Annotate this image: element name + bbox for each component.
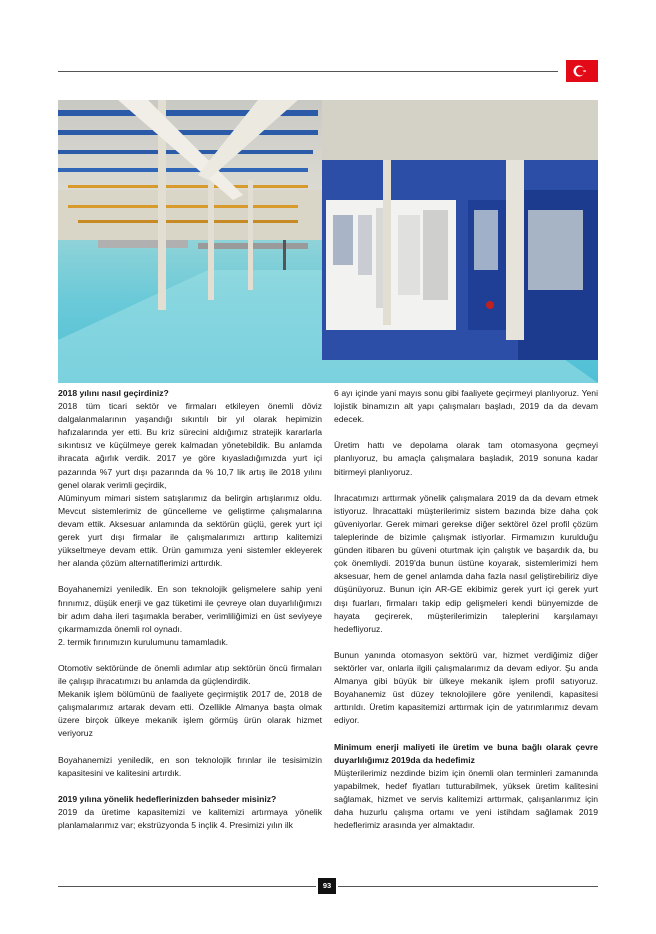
paragraph: 2018 tüm ticari sektör ve firmaları etkileyen önemli döviz dalgalanmalarının yaşandığı sıkıntılı bir yıl olarak hepimizin hafızalarında yer etti. Bu kriz sürecini aldığımız stratejik kararlarla sıkıntısız ve küçülmeye gerek kalmadan yönetebildik. Bu anlamda ihracata ağırlık verdik. 2017 ye göre kıyasladığımızda yurt içi pazarında %7 yurt dışı pazarında da % 10,7 lik artış ile 2018 yılını genel olarak verimli geçirdik, — [58, 401, 322, 490]
paragraph: Boyahanemizi yeniledik. En son teknolojik gelişmelere sahip yeni fırınımız, düşük enerji ve gaz tüketimi ile çevreye olan duyarlılığımızı bir adım daha ileri taşımakla beraber, verimliliğimizi en üst seviyeye çıkarmamızda önemli rol oynadı. — [58, 584, 322, 634]
paragraph-gap — [334, 479, 598, 492]
header-rule — [58, 71, 558, 72]
paragraph: 2. termik fırınımızın kurulumunu tamamladık. — [58, 636, 229, 647]
paragraph: Bunun yanında otomasyon sektörü var, hizmet verdiğimiz diğer sektörler var, onlarla ilgili çalışmalarımız da devam ediyor. Şu anda Almanya gibi büyük bir ülkeye mekanik işlem profil satıyoruz. Boyahanemiz üst düzey teknolojilere göre yenilendi, kapasitesi arttırıldı. Üretim kapasitemizi arttırmak için de yatırımlarımız devam ediyor. — [334, 649, 598, 726]
paragraph-gap — [334, 727, 598, 740]
paragraph: Üretim hattı ve depolama olarak tam otomasyona geçmeyi planlıyoruz, bu amaçla çalışmalara başladık, 2019 sonuna kadar bitirmeyi planlıyoruz. — [334, 440, 598, 477]
paragraph-gap — [334, 426, 598, 439]
paragraph-gap — [58, 649, 322, 662]
paragraph: Alüminyum mimari sistem satışlarımız da belirgin artışlarımız oldu. Mevcut sistemlerimiz de güncelleme ve geliştirme çalışmalarına devam ettik. Aksesuar anlamında da sektörün güçlü, gerek yurt içi gerek yurt dışı firmalar ile çalışmalarımızı arttırıp kalitemizi yükseltmeye devam ettik. Ürün gamımıza yeni sistemler ekleyerek her alanda çözüm alternatiflerimizi arttırdık. — [58, 492, 322, 569]
footer-rule-right — [338, 886, 598, 887]
paragraph: Otomotiv sektöründe de önemli adımlar atıp sektörün öncü firmaları ile çalışıp ihracatımızı bu anlamda da güçlendirdik. — [58, 662, 322, 687]
section-heading: 2019 yılına yönelik hedeflerinizden bahseder misiniz? — [58, 793, 277, 804]
page-number: 93 — [318, 878, 336, 894]
paragraph: İhracatımızı arttırmak yönelik çalışmalara 2019 da da devam etmek istiyoruz. İhracattaki müşterilerimiz sistem bazında bize daha çok güveniyorlar. Gerek mimari gerekse diğer sektörel özel profil çözüm taleplerinde de bizimle çalışmak istiyorlar. Firmamızın kurulduğu günden itibaren bu güveni oturtmak için çalıştık ve başardık da, bu çok önemliydi. 2019'da bunun üstüne koyarak, sistemlerimizi hem aksesuar, hem de genel anlamda daha fazla nasıl geliştirebiliriz diye düşünüyoruz. Bunun için AR-GE ekibimiz gerek yurt içi gerek yurt dışı fuarları, firmaları takip edip gelişmeleri kendi bünyemizde de hayata geçirerek, müşterilerimizin taleplerini karşılamayı hedefliyoruz. — [334, 492, 598, 634]
paragraph-gap — [58, 741, 322, 754]
article-column-left — [58, 387, 322, 832]
paragraph-gap — [334, 636, 598, 649]
section-heading: Minimum enerji maliyeti ile üretim ve buna bağlı olarak çevre duyarlılığımız 2019da da hedefimiz — [334, 741, 598, 765]
article-column-right — [334, 387, 598, 832]
turkey-flag-icon — [566, 60, 598, 82]
paragraph: 6 ayı içinde yani mayıs sonu gibi faaliyete geçirmeyi planlıyoruz. Yeni lojistik binamızın alt yapı çalışmaları başladı, 2019 da da devam edecek. — [334, 388, 598, 425]
paragraph: Boyahanemizi yeniledik, en son teknolojik fırınlar ile tesisimizin kapasitesini ve kalitesini artırdık. — [58, 754, 322, 778]
paragraph: 2019 da üretime kapasitemizi ve kalitemizi artırmaya yönelik planlamalarımız var; ekstrüzyonda 5 inçlik 4. Presimizi yılın ilk — [58, 807, 322, 831]
paragraph-gap — [58, 780, 322, 793]
paragraph-gap — [58, 570, 322, 583]
paragraph: Müşterilerimiz nezdinde bizim için önemli olan terminleri zamanında yapabilmek, hedef fiyatları tutturabilmek, yüksek üretim kalitesini sağlamak, hizmet ve servis kalitemizi arttırmak, çalışanlarımız için daha huzurlu çalışma ortamı ve yeni istihdam sağlamak 2019 hedeflerimiz arasında yer almaktadır. — [334, 767, 598, 831]
paragraph: Mekanik işlem bölümünü de faaliyete geçirmiştik 2017 de, 2018 de çalışmalarımız artarak devam etti. Özellikle Almanya başta olmak üzere birçok ülkeye mekanik işlem görmüş ürün olarak hizmet veriyoruz — [58, 689, 322, 739]
footer-rule-left — [58, 886, 316, 887]
factory-hall-photo — [58, 100, 598, 383]
section-heading: 2018 yılını nasıl geçirdiniz? — [58, 388, 169, 398]
